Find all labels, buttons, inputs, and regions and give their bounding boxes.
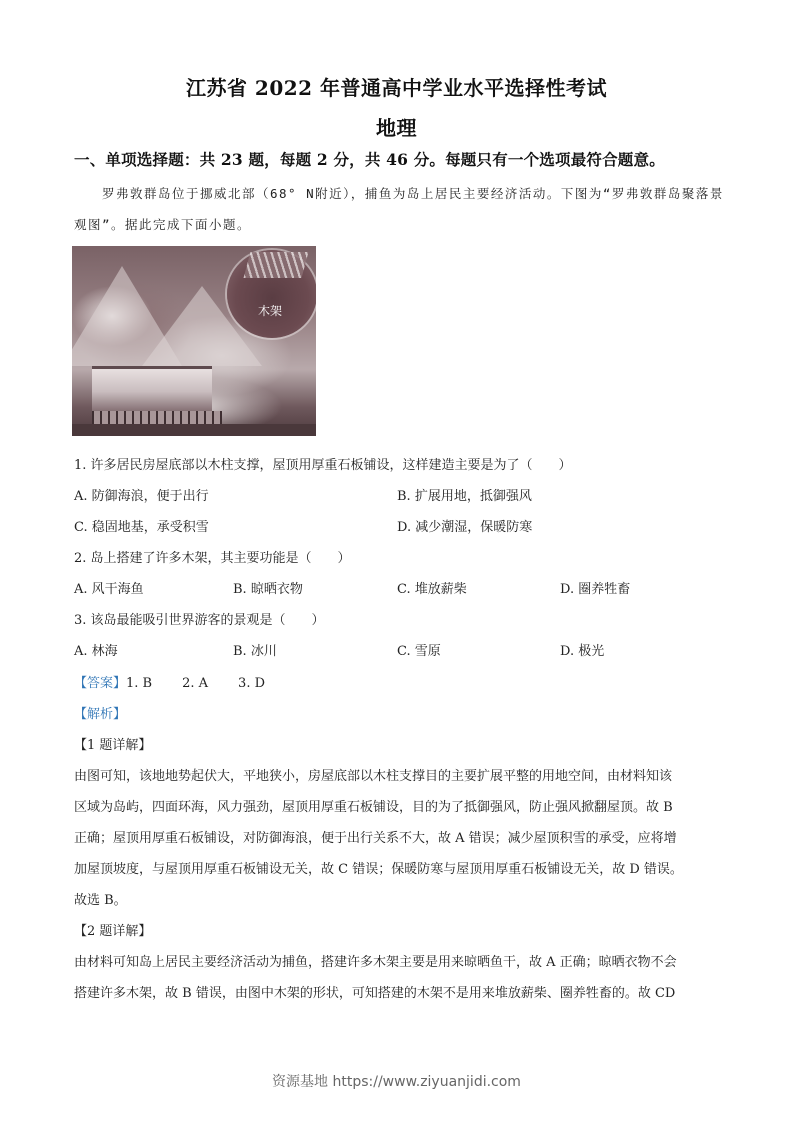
figure-label: 木架 [258,304,283,318]
q1-detail-heading: 【1 题详解】 [74,738,152,753]
q1-detail-line: 故选 B。 [74,893,127,908]
q1-detail-line: 正确；屋顶用厚重石板铺设，对防御海浪，便于出行关系不大，故 A 错误；减少屋顶积雪的承受，应将增 [74,831,677,846]
question-1-stem: 1. 许多居民房屋底部以木柱支撑，屋顶用厚重石板铺设，这样建造主要是为了（ ） [74,458,572,473]
watermark-footer: 资源基地 https://www.ziyuanjidi.com [272,1074,521,1090]
q2-detail-line: 搭建许多木架，故 B 错误，由图中木架的形状，可知搭建的木架不是用来堆放薪柴、圈养牲畜的。故 CD [74,986,676,1001]
analysis-label: 【解析】 [74,707,127,722]
answer-value-2: 2. A [182,676,209,691]
question-1-option-b: B. 扩展用地，抵御强风 [397,489,532,504]
subject-title: 地理 [376,116,417,140]
question-2-option-c: C. 堆放薪柴 [397,582,467,597]
water [72,424,316,436]
q1-detail-line: 加屋顶坡度，与屋顶用厚重石板铺设无关，故 C 错误；保暖防寒与屋顶用厚重石板铺设无关，故 D 错误。 [74,862,683,877]
question-2-option-b: B. 晾晒衣物 [233,582,303,597]
exam-title: 江苏省 2022 年普通高中学业水平选择性考试 [185,76,608,100]
drying-rack [244,252,309,278]
section-heading: 一、单项选择题：共 23 题，每题 2 分，共 46 分。每题只有一个选项最符合题意。 [74,150,665,169]
question-3-option-c: C. 雪原 [397,644,441,659]
question-2-option-d: D. 圈养牲畜 [560,582,631,597]
question-1-option-c: C. 稳固地基，承受积雪 [74,520,209,535]
q2-detail-heading: 【2 题详解】 [74,924,152,939]
answer-line [74,672,295,691]
intro-line-2: 观图”。据此完成下面小题。 [74,217,252,232]
settlement-landscape-photo [72,246,316,436]
q1-detail-line: 区域为岛屿，四面环海，风力强劲，屋顶用厚重石板铺设，目的为了抵御强风，防止强风掀翻屋顶。故 B [74,800,673,815]
answer-value-1: 1. B [126,676,153,691]
stilt-houses [92,366,212,414]
answer-label: 【答案】 [74,676,127,691]
question-3-option-a: A. 林海 [74,644,118,659]
question-3-stem: 3. 该岛最能吸引世界游客的景观是（ ） [74,613,325,628]
q2-detail-line: 由材料可知岛上居民主要经济活动为捕鱼，搭建许多木架主要是用来晾晒鱼干，故 A 正确；晾晒衣物不会 [74,955,677,970]
question-1-option-a: A. 防御海浪，便于出行 [74,489,209,504]
question-1-option-d: D. 减少潮湿，保暖防寒 [397,520,533,535]
answer-value-3: 3. D [238,676,266,691]
intro-line-1: 罗弗敦群岛位于挪威北部（68° N附近），捕鱼为岛上居民主要经济活动。下图为“罗弗敦群岛聚落景 [102,186,724,201]
question-3-option-d: D. 极光 [560,644,605,659]
question-3-option-b: B. 冰川 [233,644,277,659]
question-2-option-a: A. 风干海鱼 [74,582,144,597]
q1-detail-line: 由图可知，该地地势起伏大，平地狭小，房屋底部以木柱支撑目的主要扩展平整的用地空间，由材料知该 [74,769,673,784]
question-2-stem: 2. 岛上搭建了许多木架，其主要功能是（ ） [74,551,351,566]
